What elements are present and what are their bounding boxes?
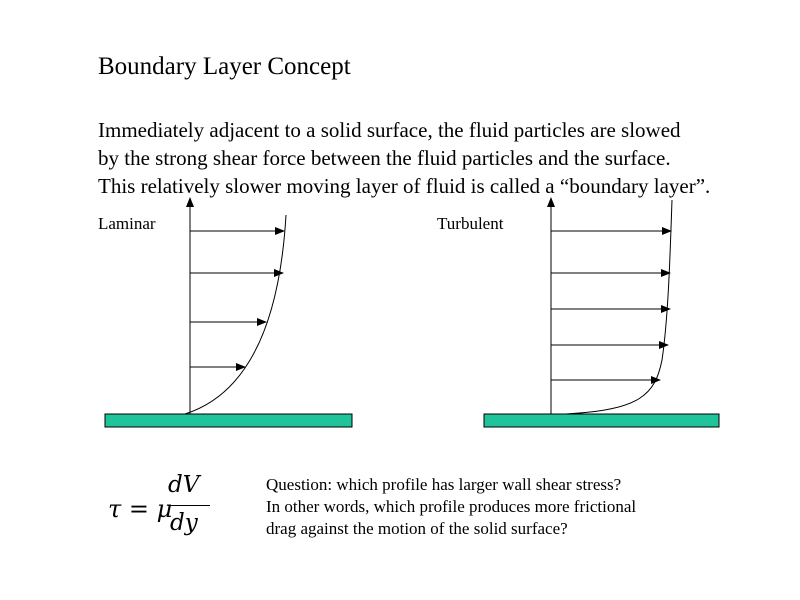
laminar-label: Laminar bbox=[98, 214, 156, 233]
turbulent-diagram bbox=[484, 198, 719, 427]
shear-stress-formula bbox=[108, 468, 218, 548]
slide-title: Boundary Layer Concept bbox=[98, 53, 351, 80]
intro-line: Immediately adjacent to a solid surface, the fluid particles are slowed bbox=[98, 118, 681, 142]
turbulent-solid-surface bbox=[484, 414, 719, 427]
question-line: Question: which profile has larger wall shear stress? bbox=[266, 475, 622, 494]
turbulent-label: Turbulent bbox=[437, 214, 504, 233]
formula-fraction-bar bbox=[168, 505, 210, 506]
formula-denominator: dy bbox=[170, 510, 198, 536]
question-text bbox=[266, 474, 786, 540]
question-line: In other words, which profile produces more frictional bbox=[266, 497, 637, 516]
formula-lhs: τ = μ bbox=[108, 495, 173, 523]
laminar-solid-surface bbox=[105, 414, 352, 427]
formula-numerator: dV bbox=[168, 472, 200, 498]
laminar-diagram bbox=[105, 198, 352, 427]
turbulent-velocity-profile bbox=[566, 200, 672, 414]
intro-line: by the strong shear force between the fluid particles and the surface. bbox=[98, 146, 671, 170]
laminar-velocity-profile bbox=[185, 215, 286, 414]
question-line: drag against the motion of the solid surface? bbox=[266, 519, 568, 538]
intro-line: This relatively slower moving layer of fluid is called a “boundary layer”. bbox=[98, 174, 711, 198]
